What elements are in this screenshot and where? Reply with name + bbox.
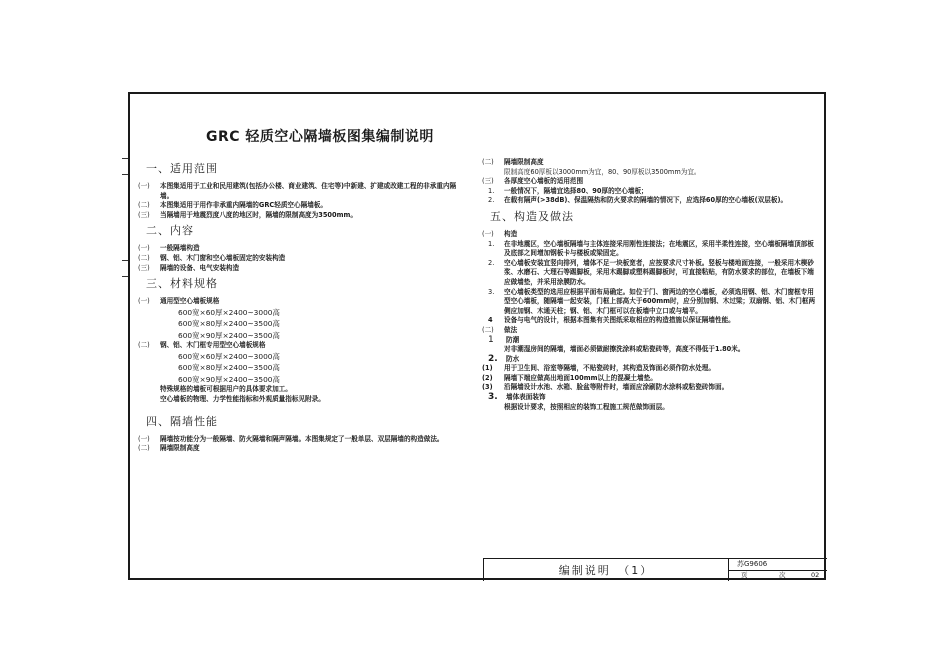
spec-line: 600宽×60厚×2400~3000高 — [178, 351, 280, 361]
page-number: 页 次 02 — [741, 571, 820, 579]
right-column — [482, 158, 818, 412]
list-item: (一) 通用型空心墙板规格 — [138, 297, 220, 306]
drawing-code: 苏G9606 — [729, 559, 827, 571]
list-item: (二) 钢、铝、木门窗和空心墙板固定的安装构造 — [138, 253, 286, 262]
note-line: 空心墙板的物理、力学性能指标和外观质量指标见附录。 — [160, 394, 325, 403]
list-item: 4 设备与电气的设计，根据本图集有关图纸采取相应的构造措施以保证隔墙性能。 — [488, 316, 735, 325]
list-item: (三) 当隔墙用于地震烈度八度的地区时，隔墙的限制高度为3500mm。 — [138, 210, 357, 219]
list-item: (二) 钢、铝、木门框专用型空心墙板规格 — [138, 341, 266, 350]
list-item: (二) 隔墙限制高度 — [482, 158, 544, 166]
list-item: (1) 用于卫生间、浴室等隔墙，不贴瓷砖时，其构造及饰面必须作防水处理。 — [482, 364, 715, 373]
list-item: (二) 本图集适用于用作非承重内隔墙的GRC轻质空心隔墙板。 — [138, 201, 327, 210]
spec-line: 600宽×80厚×2400~3500高 — [178, 319, 280, 329]
list-item: (一) 本图集适用于工业和民用建筑(包括办公楼、商业建筑、住宅等)中新建、扩建或改建工程的非承重内隔墙。 — [138, 182, 457, 200]
spec-line: 600宽×90厚×2400~3500高 — [178, 374, 280, 384]
list-item: (二) 做法 — [482, 325, 518, 334]
list-item: 2. 空心墙板安装宜竖向排列，墙体不足一块板宽者，应按要求尺寸补板。竖板与楼地面连接，一般采用木楔砂浆、水磨石、大理石等踢脚板，采用木踢脚或塑料踢脚板时，可直接粘贴，有防水要求的部位，在墙板下端应做墙垫，并采用涂膜防水。 — [488, 258, 814, 286]
note-line: 特殊规格的墙板可根据用户的具体要求加工。 — [160, 385, 292, 394]
list-item: 2. 在载有隔声(>38dB)、保温隔热和防火要求的隔墙的情况下，应选择60厚的空心墙板(双层板)。 — [488, 196, 788, 205]
list-item: (二) 隔墙限制高度 — [138, 444, 200, 453]
sub-heading: 2. 防水 — [488, 353, 520, 364]
spec-line: 600宽×80厚×2400~3500高 — [178, 363, 280, 373]
list-item: (一) 一般隔墙构造 — [138, 244, 200, 253]
sub-heading: 1 防潮 — [488, 334, 520, 345]
paragraph: 对非潮湿房间的隔墙，墙面必须做耐擦洗涂料或粘瓷砖等，高度不得低于1.80米。 — [504, 345, 745, 354]
list-item: (2) 隔墙下端应做高出地面100mm以上的混凝土墙垫。 — [482, 373, 657, 382]
list-item: 1. 一般情况下，隔墙宜选择80、90厚的空心墙板； — [488, 186, 648, 195]
title-block-name: 编制说明 （1） — [558, 564, 654, 577]
spec-line: 600宽×60厚×2400~3000高 — [178, 307, 280, 317]
page-title: GRC 轻质空心隔墙板图集编制说明 — [206, 129, 434, 145]
section-heading-performance: 四、隔墙性能 — [146, 414, 218, 428]
left-column — [138, 158, 468, 454]
list-item: (一) 隔墙按功能分为一般隔墙、防火隔墙和隔声隔墙。本图集规定了一般单层、双层隔墙的构造做法。 — [138, 434, 444, 443]
list-item: (三) 隔墙的设备、电气安装构造 — [138, 263, 240, 272]
sub-heading: 3. 墙体表面装饰 — [488, 392, 546, 403]
spec-line: 600宽×90厚×2400~3500高 — [178, 330, 280, 340]
list-item: (三) 各厚度空心墙板的适用范围 — [482, 177, 584, 186]
section-heading-materials: 三、材料规格 — [146, 277, 218, 291]
section-heading-content: 二、内容 — [146, 224, 194, 238]
section-heading-scope: 一、适用范围 — [146, 162, 218, 175]
paragraph: 根据设计要求，按照相应的装饰工程施工规范做饰面层。 — [504, 402, 669, 411]
list-item: 3. 空心墙板类型的选用应根据平面布局确定。如位于门、窗两边的空心墙板，必须选用钢、铝、木门窗框专用型空心墙板，随隔墙一起安装，门框上部高大于600mm时，应分别加钢、木过梁；双扇钢、铝、木门框两侧应加钢、木通天柱；钢、铝、木门框可以在板墙中立口或与墙平。 — [488, 287, 816, 315]
paragraph: 限制高度60厚板以3000mm为宜，80、90厚板以3500mm为宜。 — [504, 167, 701, 176]
list-item: (一) 构造 — [482, 229, 518, 238]
section-heading-construction: 五、构造及做法 — [490, 209, 574, 223]
list-item: (3) 沿隔墙设计水池、水箱、脸盆等附件时，墙面应涂刷防水涂料或粘瓷砖饰面。 — [482, 383, 729, 392]
drawing-sheet — [128, 92, 826, 580]
list-item: 1. 在非地震区，空心墙板隔墙与主体连接采用刚性连接法；在地震区，采用半柔性连接，空心墙板隔墙顶部板及底部之间增加钢板卡与楼板或梁固定。 — [488, 239, 814, 258]
title-block — [483, 558, 827, 581]
